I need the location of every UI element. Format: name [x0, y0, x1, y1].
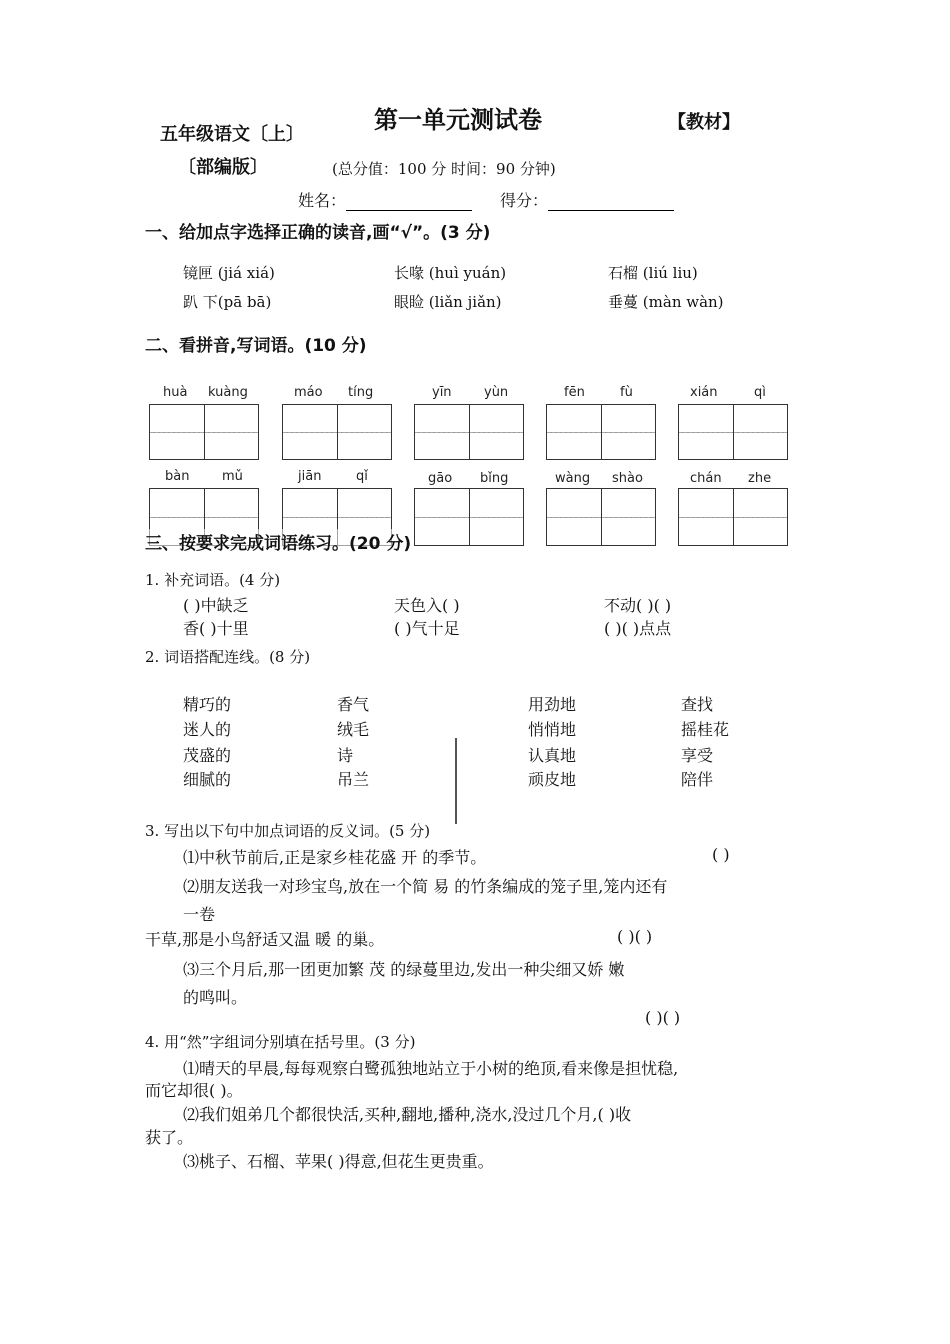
writing-grid[interactable] [414, 488, 524, 546]
q3-answer-1[interactable]: ( ) [712, 845, 730, 864]
match-item[interactable]: 绒毛 [337, 720, 370, 739]
q1-row1-b: 天色入( ) [394, 596, 460, 615]
s1-item-2: 石榴 (liú liu) [608, 264, 698, 282]
section3-heading: 三、按要求完成词语练习。(20 分) [145, 529, 411, 554]
section2-heading: 二、看拼音,写词语。(10 分) [145, 336, 367, 356]
grade-label: 五年级语文〔上〕 [160, 124, 304, 145]
pinyin: fēn [564, 385, 585, 400]
writing-grid[interactable] [149, 404, 259, 460]
pinyin: jiān [298, 469, 322, 484]
q1-row1-c: 不动( )( ) [604, 596, 672, 615]
pinyin: wàng [555, 471, 591, 486]
pinyin: qǐ [356, 469, 368, 484]
match-item[interactable]: 摇桂花 [681, 720, 730, 739]
name-label: 姓名： [298, 191, 347, 210]
match-item[interactable]: 享受 [681, 746, 714, 765]
q4-label: 4. 用“然”字组词分别填在括号里。(3 分) [145, 1033, 416, 1051]
edition-label: 〔部编版〕 [178, 157, 268, 178]
pinyin: yīn [432, 385, 452, 400]
match-item[interactable]: 顽皮地 [528, 770, 577, 789]
s1-item-5: 垂蔓 (màn wàn) [608, 293, 724, 311]
writing-grid[interactable] [282, 404, 392, 460]
pinyin: shào [612, 471, 643, 486]
pinyin: fù [620, 385, 633, 400]
pinyin: huà [163, 385, 188, 400]
q3-sentence-3b: 的鸣叫。 [183, 988, 248, 1007]
match-item[interactable]: 查找 [681, 695, 714, 714]
match-item[interactable]: 茂盛的 [183, 746, 232, 765]
s1-item-3: 趴 下(pā bā) [183, 293, 272, 311]
name-blank [346, 194, 472, 211]
score-field [500, 188, 674, 211]
q3-sentence-2c: 干草,那是小鸟舒适又温 暖 的巢。 [145, 930, 385, 949]
page-title: 第一单元测试卷 [374, 106, 542, 134]
pinyin: xián [690, 385, 718, 400]
pinyin: bàn [165, 469, 190, 484]
score-blank [548, 194, 674, 211]
s1-item-1: 长喙 (huì yuán) [394, 264, 507, 282]
match-item[interactable]: 精巧的 [183, 695, 232, 714]
writing-grid[interactable] [546, 488, 656, 546]
match-item[interactable]: 诗 [337, 746, 354, 765]
q2-label: 2. 词语搭配连线。(8 分) [145, 648, 311, 666]
pinyin: mǔ [222, 469, 243, 484]
q4-sentence-1a: ⑴晴天的早晨,每每观察白鹭孤独地站立于小树的绝顶,看来像是担忧稳, [183, 1059, 679, 1078]
divider-line [455, 738, 457, 824]
match-item[interactable]: 悄悄地 [528, 720, 577, 739]
q3-answer-2[interactable]: ( )( ) [617, 927, 653, 946]
q4-sentence-2b: 获了。 [145, 1128, 194, 1147]
pinyin: kuàng [208, 385, 248, 400]
q1-row2-c: ( )( )点点 [604, 619, 672, 638]
q4-sentence-3: ⑶桃子、石榴、苹果( )得意,但花生更贵重。 [183, 1152, 494, 1171]
s1-item-0: 镜匣 (jiá xiá) [183, 264, 275, 282]
match-item[interactable]: 细腻的 [183, 770, 232, 789]
q1-label: 1. 补充词语。(4 分) [145, 571, 281, 589]
match-item[interactable]: 香气 [337, 695, 370, 714]
score-label: 得分： [500, 191, 549, 210]
q3-sentence-3a: ⑶三个月后,那一团更加繁 茂 的绿蔓里边,发出一种尖细又娇 嫩 [183, 960, 625, 979]
section1-heading: 一、给加点字选择正确的读音,画“√”。(3 分) [145, 223, 491, 243]
pinyin: máo [294, 385, 323, 400]
pinyin: chán [690, 471, 722, 486]
pinyin: tíng [348, 385, 374, 400]
match-item[interactable]: 迷人的 [183, 720, 232, 739]
q4-sentence-2a: ⑵我们姐弟几个都很快活,买种,翻地,播种,浇水,没过几个月,( )收 [183, 1105, 632, 1124]
exam-meta: (总分值：100 分 时间：90 分钟) [332, 160, 556, 178]
q1-row2-a: 香( )十里 [183, 619, 249, 638]
writing-grid[interactable] [678, 488, 788, 546]
pinyin: gāo [428, 471, 453, 486]
pinyin: bǐng [480, 471, 509, 486]
q3-sentence-2b: 一卷 [183, 905, 216, 924]
pinyin: zhe [748, 471, 772, 486]
q4-sentence-1b: 而它却很( )。 [145, 1081, 243, 1100]
q3-sentence-1: ⑴中秋节前后,正是家乡桂花盛 开 的季节。 [183, 848, 487, 867]
q3-sentence-2a: ⑵朋友送我一对珍宝鸟,放在一个简 易 的竹条编成的笼子里,笼内还有 [183, 877, 668, 896]
q1-row1-a: ( )中缺乏 [183, 596, 249, 615]
match-item[interactable]: 陪伴 [681, 770, 714, 789]
q1-row2-b: ( )气十足 [394, 619, 460, 638]
pinyin: yùn [484, 385, 509, 400]
match-item[interactable]: 吊兰 [337, 770, 370, 789]
q3-answer-3[interactable]: ( )( ) [645, 1008, 681, 1027]
pinyin: qì [754, 385, 766, 400]
q3-label: 3. 写出以下句中加点词语的反义词。(5 分) [145, 822, 431, 840]
s1-item-4: 眼睑 (liǎn jiǎn) [394, 293, 502, 311]
writing-grid[interactable] [678, 404, 788, 460]
tag-label: 【教材】 [668, 112, 740, 133]
writing-grid[interactable] [414, 404, 524, 460]
match-item[interactable]: 认真地 [528, 746, 577, 765]
writing-grid[interactable] [546, 404, 656, 460]
match-item[interactable]: 用劲地 [528, 695, 577, 714]
name-field [298, 188, 472, 211]
